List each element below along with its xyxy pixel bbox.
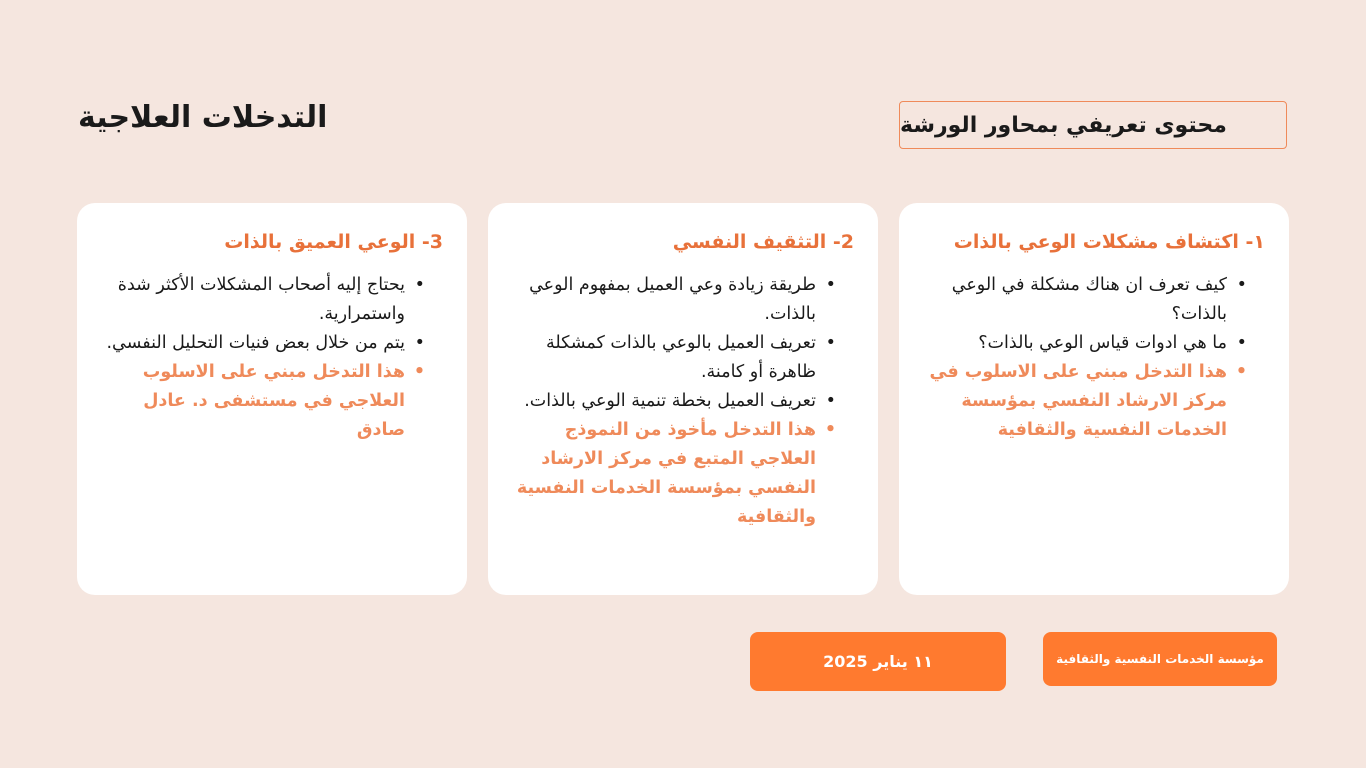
list-item: • يحتاج إليه أصحاب المشكلات الأكثر شدة واستمرارية. bbox=[101, 271, 425, 329]
card-list bbox=[923, 271, 1265, 445]
date-button[interactable]: ١١ يناير 2025 bbox=[750, 632, 1006, 691]
list-item: • تعريف العميل بالوعي بالذات كمشكلة ظاهرة أو كامنة. bbox=[512, 329, 836, 387]
list-item: • كيف تعرف ان هناك مشكلة في الوعي بالذات؟ bbox=[923, 271, 1247, 329]
card-list bbox=[512, 271, 854, 532]
highlight-item: • هذا التدخل مبني على الاسلوب في مركز الارشاد النفسي بمؤسسة الخدمات النفسية والثقافية bbox=[923, 358, 1247, 445]
card-awareness-problems bbox=[899, 203, 1289, 595]
list-item: • ما هي ادوات قياس الوعي بالذات؟ bbox=[923, 329, 1247, 358]
section-tag-label: محتوى تعريفي بمحاور الورشة bbox=[900, 112, 1227, 138]
card-list bbox=[101, 271, 443, 445]
section-tag bbox=[899, 101, 1287, 149]
list-item: • تعريف العميل بخطة تنمية الوعي بالذات. bbox=[512, 387, 836, 416]
card-heading: 3- الوعي العميق بالذات bbox=[224, 231, 443, 253]
list-item: • طريقة زيادة وعي العميل بمفهوم الوعي بالذات. bbox=[512, 271, 836, 329]
card-psychoeducation bbox=[488, 203, 878, 595]
card-heading: 2- التثقيف النفسي bbox=[672, 231, 854, 253]
page-title: التدخلات العلاجية bbox=[78, 100, 328, 135]
highlight-item: • هذا التدخل مأخوذ من النموذج العلاجي المتبع في مركز الارشاد النفسي بمؤسسة الخدمات النفسية والثقافية bbox=[512, 416, 836, 532]
card-heading: ١- اكتشاف مشكلات الوعي بالذات bbox=[953, 231, 1265, 253]
highlight-item: • هذا التدخل مبني على الاسلوب العلاجي في مستشفى د. عادل صادق bbox=[101, 358, 425, 445]
organization-button[interactable]: مؤسسة الخدمات النفسية والثقافية bbox=[1043, 632, 1277, 686]
card-deep-awareness bbox=[77, 203, 467, 595]
list-item: • يتم من خلال بعض فنيات التحليل النفسي. bbox=[101, 329, 425, 358]
